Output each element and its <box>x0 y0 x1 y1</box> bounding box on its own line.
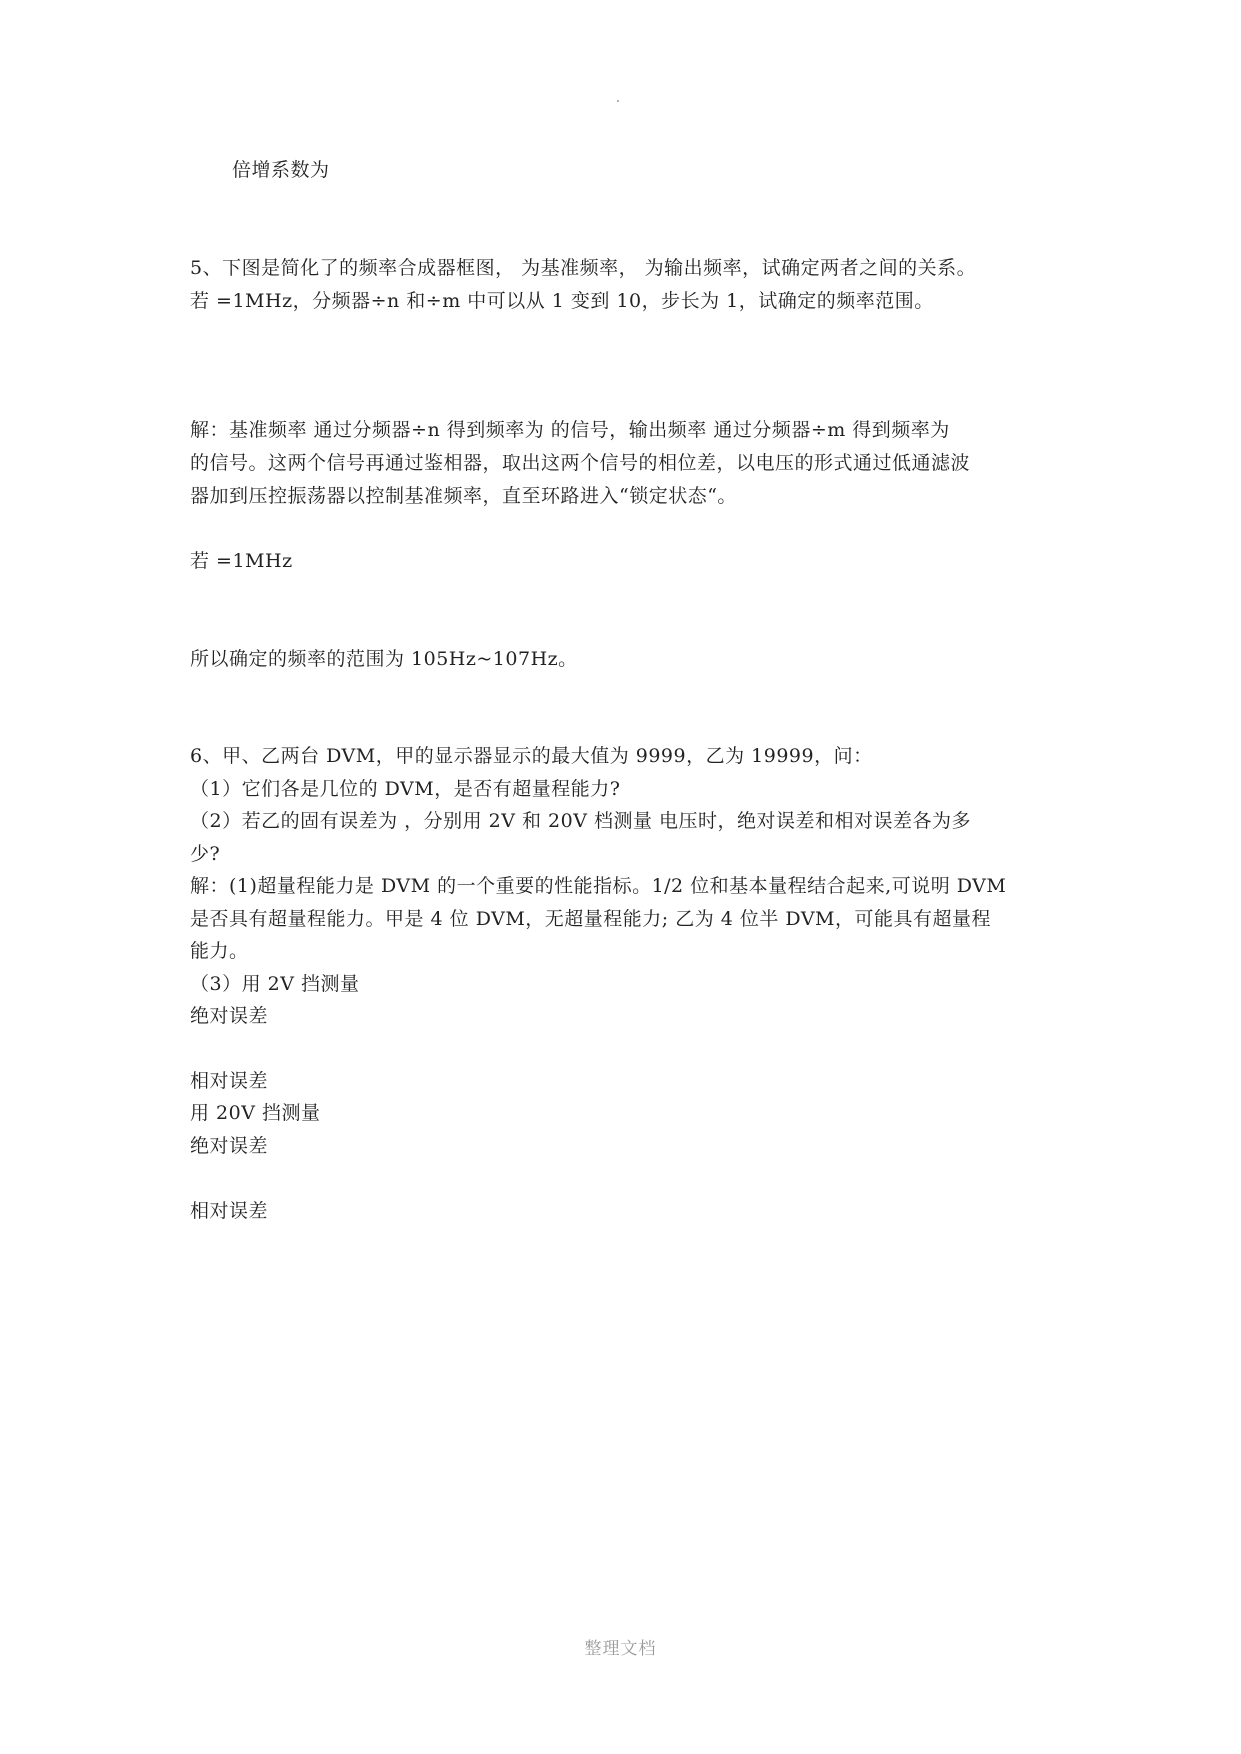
measure-20v-label: 用 20V 挡测量 <box>190 1102 321 1124</box>
question-6-part-1: （1）它们各是几位的 DVM，是否有超量程能力? <box>190 778 621 800</box>
rel-error-label-20v: 相对误差 <box>190 1200 269 1222</box>
question-6-part-2: （2）若乙的固有误差为 ，分别用 2V 和 20V 档测量 电压时，绝对误差和相对误差各为多 <box>190 810 972 832</box>
answer-6-part-3: （3）用 2V 挡测量 <box>190 973 360 995</box>
question-6-line-1: 6、甲、乙两台 DVM，甲的显示器显示的最大值为 9999，乙为 19999，问： <box>190 745 873 767</box>
question-5-line-1: 5、下图是简化了的频率合成器框图， 为基准频率， 为输出频率，试确定两者之间的关系。 <box>190 257 977 279</box>
abs-error-label-20v: 绝对误差 <box>190 1135 269 1157</box>
rel-error-label-2v: 相对误差 <box>190 1070 269 1092</box>
text-line-multiplier: 倍增系数为 <box>232 159 330 181</box>
question-6-part-2-cont: 少? <box>190 843 221 865</box>
abs-error-label-2v: 绝对误差 <box>190 1005 269 1027</box>
answer-6-line-2: 是否具有超量程能力。甲是 4 位 DVM，无超量程能力; 乙为 4 位半 DVM，可能具有超量程 <box>190 908 992 930</box>
header-mark <box>617 100 619 102</box>
footer-watermark: 整理文档 <box>584 1639 657 1659</box>
answer-5-line-2: 的信号。这两个信号再通过鉴相器，取出这两个信号的相位差，以电压的形式通过低通滤波 <box>190 452 971 474</box>
answer-5-result: 所以确定的频率的范围为 105Hz~107Hz。 <box>190 648 578 670</box>
answer-5-line-1: 解：基准频率 通过分频器÷n 得到频率为 的信号，输出频率 通过分频器÷m 得到频率为 <box>190 419 950 441</box>
answer-6-line-1: 解：(1)超量程能力是 DVM 的一个重要的性能指标。1/2 位和基本量程结合起来,可说明 DVM <box>190 875 1007 897</box>
answer-5-line-3: 器加到压控振荡器以控制基准频率，直至环路进入“锁定状态“。 <box>190 485 737 507</box>
question-5-line-2: 若 =1MHz，分频器÷n 和÷m 中可以从 1 变到 10，步长为 1，试确定的频率范围。 <box>190 290 934 312</box>
answer-5-given: 若 =1MHz <box>190 550 293 572</box>
answer-6-line-3: 能力。 <box>190 940 249 962</box>
